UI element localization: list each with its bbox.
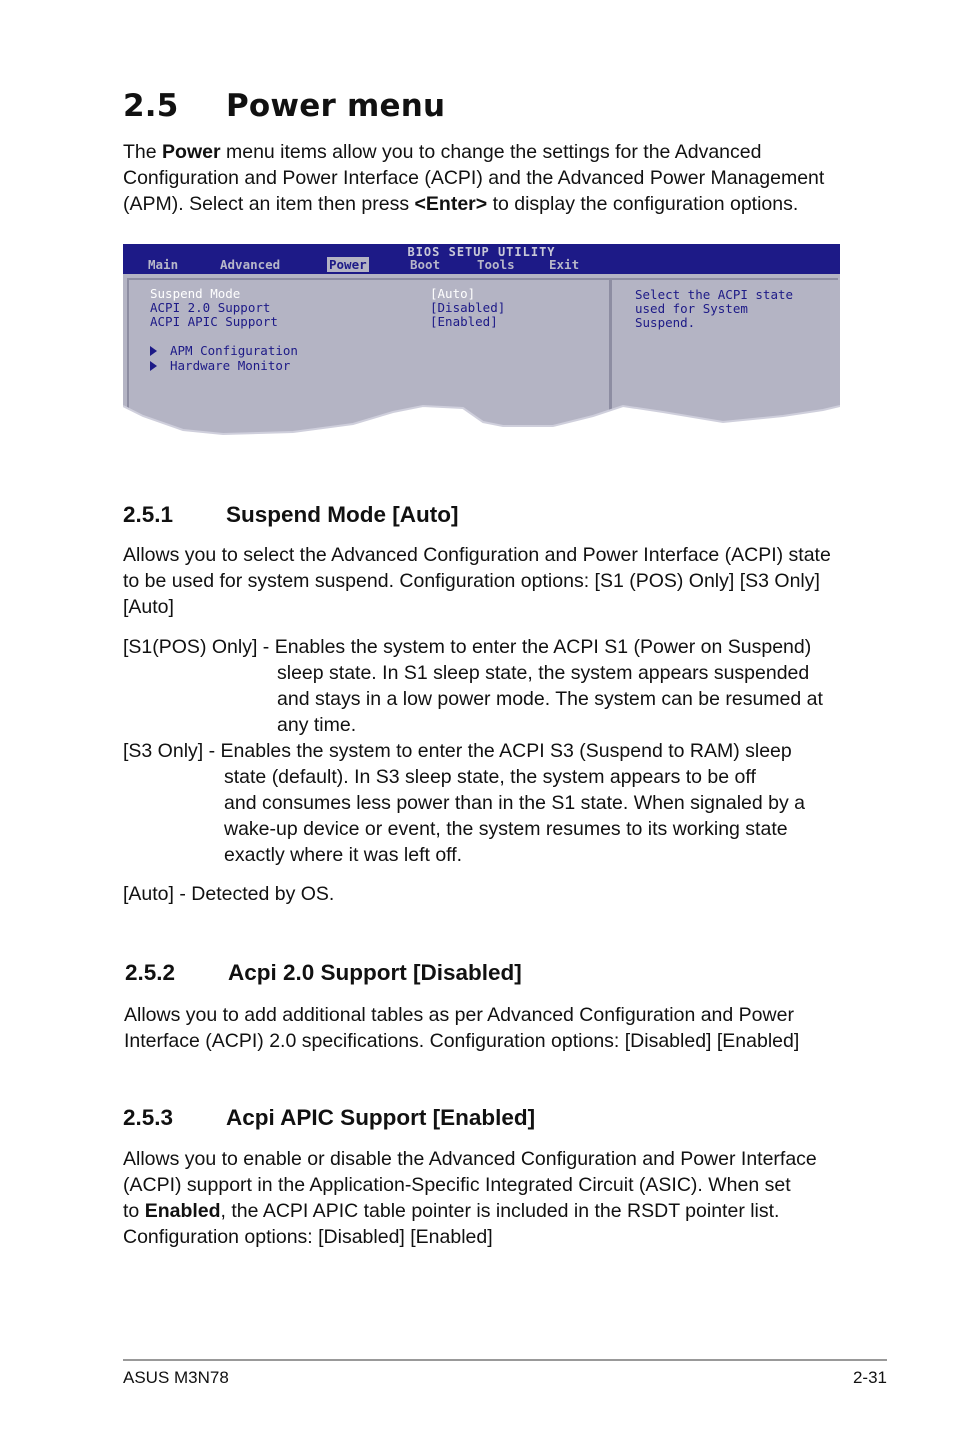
submenu-arrow-icon: [150, 361, 157, 371]
intro-text: menu items allow you to change the settings for the Advanced: [220, 141, 762, 163]
section-title: Acpi 2.0 Support [Disabled]: [228, 960, 522, 985]
bios-value-acpi20[interactable]: [Disabled]: [430, 300, 506, 315]
footer-product-name: ASUS M3N78: [123, 1368, 229, 1387]
bios-item-acpi20[interactable]: ACPI 2.0 Support: [150, 300, 271, 315]
bios-tab-boot[interactable]: Boot: [410, 257, 441, 272]
paragraph-line: (ACPI) support in the Application-Specific Integrated Circuit (ASIC). When set: [123, 1174, 791, 1196]
bios-submenu-apm[interactable]: [150, 344, 298, 358]
bios-value-suspend-mode[interactable]: [Auto]: [430, 286, 476, 301]
option-line: and consumes less power than in the S1 state. When signaled by a: [224, 792, 806, 814]
option-line: wake-up device or event, the system resumes to its working state: [224, 818, 788, 840]
intro-text: The: [123, 141, 163, 163]
section-title: Power menu: [226, 88, 446, 124]
paragraph-text: to: [123, 1200, 145, 1222]
option-line: any time.: [277, 714, 357, 736]
bios-tab-main[interactable]: Main: [148, 257, 179, 272]
submenu-arrow-icon: [150, 346, 157, 356]
option-auto: [Auto] - Detected by OS.: [123, 883, 335, 905]
bios-help-line: Select the ACPI state: [635, 287, 794, 302]
intro-text: (APM). Select an item then press: [123, 193, 415, 215]
footer-divider: [123, 1359, 887, 1361]
intro-bold-enter: <Enter>: [414, 193, 488, 215]
section-number: 2.5.2: [125, 960, 176, 985]
section-number: 2.5.3: [123, 1105, 174, 1130]
paragraph-line: Allows you to add additional tables as per Advanced Configuration and Power: [124, 1004, 794, 1026]
bios-tab-tools[interactable]: Tools: [477, 257, 515, 272]
paragraph-line: Configuration options: [Disabled] [Enabled]: [123, 1226, 493, 1248]
bios-tab-power[interactable]: Power: [329, 257, 367, 272]
section-title: Acpi APIC Support [Enabled]: [226, 1105, 536, 1130]
footer-page-number: 2-31: [852, 1368, 887, 1387]
bios-menu-bar: [123, 244, 840, 274]
submenu-label: APM Configuration: [170, 343, 298, 358]
bios-submenu-hardware-monitor[interactable]: [150, 359, 290, 373]
paragraph-line: Allows you to enable or disable the Advanced Configuration and Power Interface: [123, 1148, 817, 1170]
bios-help-line: used for System: [635, 301, 748, 316]
section-title: Suspend Mode [Auto]: [226, 502, 459, 527]
option-line: [S3 Only] - Enables the system to enter the ACPI S3 (Suspend to RAM) sleep: [123, 740, 792, 762]
section-heading-2-5-3: [123, 1105, 535, 1131]
option-line: [S1(POS) Only] - Enables the system to enter the ACPI S1 (Power on Suspend): [123, 636, 812, 658]
submenu-label: Hardware Monitor: [170, 358, 291, 373]
bios-tab-exit[interactable]: Exit: [549, 257, 580, 272]
section-number: 2.5.1: [123, 502, 174, 527]
paragraph-line: to be used for system suspend. Configuration options: [S1 (POS) Only] [S3 Only]: [123, 570, 820, 592]
bios-tab-advanced[interactable]: Advanced: [220, 257, 281, 272]
bios-value-acpi-apic[interactable]: [Enabled]: [430, 314, 498, 329]
acpi-apic-description: [123, 1146, 863, 1250]
option-line: state (default). In S3 sleep state, the system appears to be off: [224, 766, 756, 788]
section-number: 2.5: [123, 88, 179, 124]
option-line: sleep state. In S1 sleep state, the system appears suspended: [277, 662, 810, 684]
page-title: [123, 88, 445, 124]
paragraph-text: , the ACPI APIC table pointer is included in the RSDT pointer list.: [220, 1200, 780, 1222]
section-heading-2-5-1: [123, 502, 458, 528]
option-s1-pos: [123, 634, 863, 738]
option-s3-only: [123, 738, 863, 868]
intro-paragraph: [123, 139, 853, 217]
paragraph-line: Interface (ACPI) 2.0 specifications. Configuration options: [Disabled] [Enabled]: [124, 1030, 800, 1052]
bios-item-suspend-mode[interactable]: Suspend Mode: [150, 286, 241, 301]
bios-tabs: [123, 257, 840, 272]
option-line: exactly where it was left off.: [224, 844, 463, 866]
intro-text: Configuration and Power Interface (ACPI) and the Advanced Power Management: [123, 167, 825, 189]
paragraph-line: Allows you to select the Advanced Configuration and Power Interface (ACPI) state: [123, 544, 831, 566]
paragraph-line: [Auto]: [123, 596, 174, 618]
bios-title: BIOS SETUP UTILITY: [407, 245, 556, 259]
acpi20-description: [124, 1002, 864, 1054]
intro-text: to display the configuration options.: [487, 193, 799, 215]
bold-enabled: Enabled: [144, 1200, 221, 1222]
bios-item-acpi-apic[interactable]: ACPI APIC Support: [150, 314, 278, 329]
intro-bold-power: Power: [162, 141, 221, 163]
torn-edge-decoration: [123, 394, 840, 444]
bios-help-line: Suspend.: [635, 315, 696, 330]
suspend-mode-description: [123, 542, 863, 620]
section-heading-2-5-2: [125, 960, 522, 986]
option-line: and stays in a low power mode. The system can be resumed at: [277, 688, 823, 710]
bios-screenshot: [123, 244, 840, 440]
